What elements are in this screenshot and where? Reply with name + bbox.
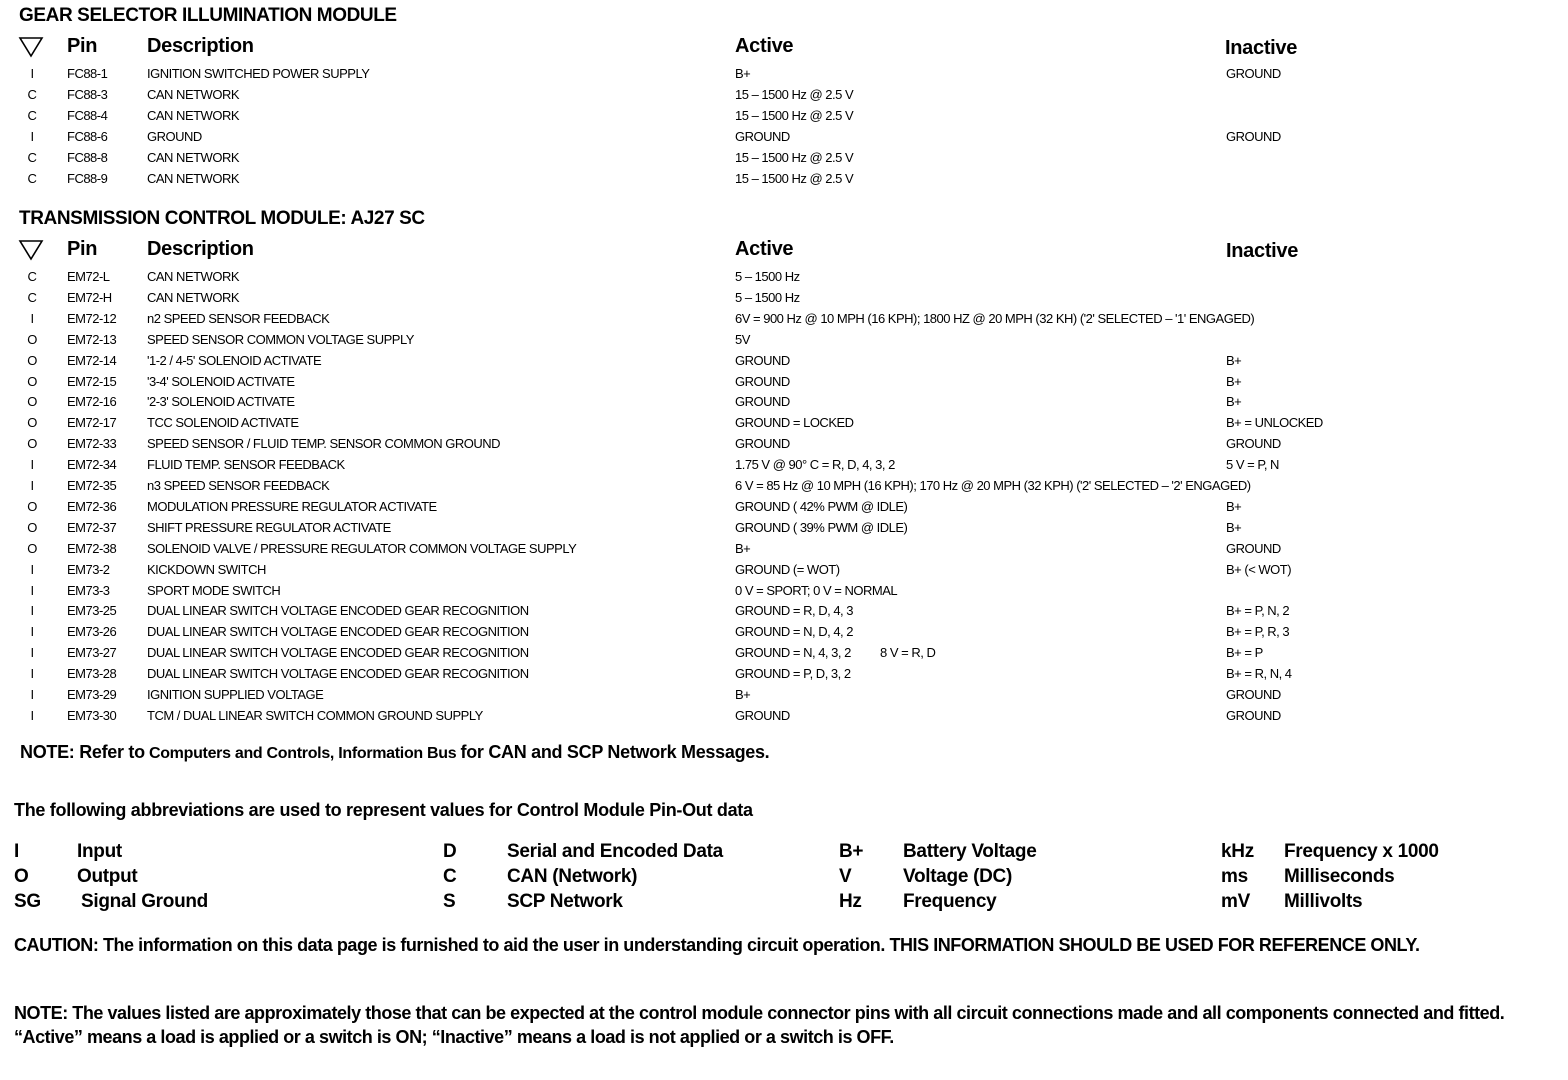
gsim-header-inactive: Inactive (1225, 37, 1298, 59)
table-row (0, 353, 1568, 374)
pin-id: EM73-30 (67, 707, 117, 723)
active-value: GROUND (735, 352, 790, 368)
pin-type: C (27, 108, 37, 123)
active-value: 15 – 1500 Hz @ 2.5 V (735, 108, 854, 123)
tcm-header-pin: Pin (67, 238, 98, 260)
pin-id: EM72-34 (67, 457, 117, 473)
inactive-value: GROUND (1226, 687, 1281, 702)
pin-id: EM73-29 (67, 687, 117, 702)
pin-description: '3-4' SOLENOID ACTIVATE (147, 373, 295, 389)
pin-type: I (30, 129, 34, 144)
inactive-value: B+ (1226, 519, 1242, 535)
pin-description: FLUID TEMP. SENSOR FEEDBACK (147, 457, 345, 473)
inactive-value: B+ = R, N, 4 (1226, 666, 1292, 682)
table-row (0, 457, 1568, 478)
inactive-value: B+ = UNLOCKED (1226, 415, 1323, 431)
pin-description: n2 SPEED SENSOR FEEDBACK (147, 310, 330, 326)
table-row (0, 150, 1568, 171)
gsim-header-active: Active (735, 35, 794, 57)
table-row (0, 374, 1568, 395)
pin-type: O (27, 519, 37, 535)
pin-description: CAN NETWORK (147, 87, 239, 102)
pin-description: n3 SPEED SENSOR FEEDBACK (147, 478, 330, 493)
abbreviation-code: mV (1221, 891, 1250, 912)
pin-id: EM73-27 (67, 645, 117, 661)
abbreviation-code: O (14, 866, 29, 887)
tcm-header-active: Active (735, 238, 794, 260)
active-value-secondary: 8 V = R, D (880, 645, 936, 661)
pin-type: C (27, 150, 37, 165)
pin-type: O (27, 352, 37, 368)
active-value: GROUND = LOCKED (735, 415, 854, 431)
table-row (0, 478, 1568, 499)
active-value: 15 – 1500 Hz @ 2.5 V (735, 150, 854, 165)
pin-id: EM72-L (67, 269, 110, 284)
pin-description: KICKDOWN SWITCH (147, 561, 266, 577)
pin-type: I (30, 310, 34, 326)
pin-id: EM72-17 (67, 415, 117, 431)
triangle-down-icon (18, 36, 44, 58)
pin-id: EM72-37 (67, 519, 117, 535)
active-value: 15 – 1500 Hz @ 2.5 V (735, 171, 854, 186)
table-row (0, 583, 1568, 604)
pin-description: SPEED SENSOR COMMON VOLTAGE SUPPLY (147, 331, 414, 347)
active-value: GROUND ( 39% PWM @ IDLE) (735, 519, 908, 535)
table-row (0, 87, 1568, 108)
pin-type: O (27, 498, 37, 514)
abbreviation-code: I (14, 841, 19, 862)
pin-id: FC88-6 (67, 129, 108, 144)
pin-type: C (27, 171, 37, 186)
pin-description: MODULATION PRESSURE REGULATOR ACTIVATE (147, 498, 437, 514)
active-value: GROUND (= WOT) (735, 561, 840, 577)
inactive-value: B+ (1226, 352, 1242, 368)
abbreviation-code: Hz (839, 891, 862, 912)
abbreviation-meaning: Input (77, 841, 122, 862)
abbreviation-meaning: CAN (Network) (507, 866, 638, 887)
pin-description: CAN NETWORK (147, 171, 239, 186)
pin-id: EM73-25 (67, 603, 117, 619)
table-row (0, 708, 1568, 729)
pin-description: CAN NETWORK (147, 150, 239, 165)
active-value: 5V (735, 331, 750, 347)
pin-description: CAN NETWORK (147, 289, 239, 305)
active-value: 0 V = SPORT; 0 V = NORMAL (735, 582, 898, 598)
pin-type: C (27, 289, 37, 305)
pin-id: EM72-16 (67, 394, 117, 410)
table-row (0, 603, 1568, 624)
pin-id: EM73-28 (67, 666, 117, 682)
gsim-header-description: Description (147, 35, 254, 57)
abbreviations-intro: The following abbreviations are used to represent values for Control Module Pin-Out data (14, 800, 753, 820)
inactive-value: GROUND (1226, 707, 1281, 723)
active-value: GROUND (735, 373, 790, 389)
gsim-header-pin: Pin (67, 35, 98, 57)
pin-id: FC88-1 (67, 66, 108, 81)
pin-id: EM72-15 (67, 373, 117, 389)
table-row (0, 436, 1568, 457)
pin-description: SHIFT PRESSURE REGULATOR ACTIVATE (147, 519, 391, 535)
network-note-reference: Computers and Controls, Information Bus (144, 745, 461, 762)
triangle-down-icon (18, 239, 44, 261)
table-row (0, 66, 1568, 87)
pin-type: I (30, 478, 34, 493)
active-value: B+ (735, 687, 751, 702)
pin-type: O (27, 436, 37, 452)
pin-type: C (27, 87, 37, 102)
abbreviation-code: ms (1221, 866, 1248, 887)
pin-description: IGNITION SWITCHED POWER SUPPLY (147, 66, 370, 81)
pin-description: SPEED SENSOR / FLUID TEMP. SENSOR COMMON GROUND (147, 436, 501, 452)
inactive-value: B+ = P (1226, 645, 1263, 661)
active-value: GROUND (735, 394, 790, 410)
pin-type: I (30, 457, 34, 473)
abbreviation-code: C (443, 866, 457, 887)
abbreviation-meaning: Serial and Encoded Data (507, 841, 723, 862)
pin-type: O (27, 331, 37, 347)
pin-description: DUAL LINEAR SWITCH VOLTAGE ENCODED GEAR RECOGNITION (147, 603, 529, 619)
abbreviation-meaning: Output (77, 866, 138, 887)
abbreviation-meaning: Voltage (DC) (903, 866, 1012, 887)
table-row (0, 394, 1568, 415)
values-note-text: NOTE: The values listed are approximately those that can be expected at the control module connector pins with all circuit connections made and all components connected and fitted. “Active” means a load is applied or a switch is ON; “Inactive” means a load is not applied or a switch is OFF. (14, 1003, 1505, 1047)
pin-id: FC88-9 (67, 171, 108, 186)
table-row (0, 415, 1568, 436)
pin-type: I (30, 645, 34, 661)
abbreviation-meaning: Frequency x 1000 (1284, 841, 1439, 862)
pin-type: I (30, 561, 34, 577)
pin-type: O (27, 540, 37, 556)
table-row (0, 311, 1568, 332)
pin-description: GROUND (147, 129, 202, 144)
inactive-value: GROUND (1226, 66, 1281, 81)
table-row (0, 129, 1568, 150)
abbreviation-meaning: SCP Network (507, 891, 623, 912)
table-row (0, 332, 1568, 353)
table-row (0, 269, 1568, 290)
pin-description: CAN NETWORK (147, 269, 239, 284)
table-row (0, 666, 1568, 687)
abbreviation-meaning: Battery Voltage (903, 841, 1037, 862)
pin-description: '1-2 / 4-5' SOLENOID ACTIVATE (147, 352, 322, 368)
pin-id: EM72-33 (67, 436, 117, 452)
table-row (0, 645, 1568, 666)
inactive-value: 5 V = P, N (1226, 457, 1279, 473)
inactive-value: B+ (1226, 373, 1242, 389)
gsim-title: GEAR SELECTOR ILLUMINATION MODULE (19, 5, 397, 26)
pin-type: I (30, 582, 34, 598)
abbreviation-meaning: Millivolts (1284, 891, 1363, 912)
abbreviation-code: B+ (839, 841, 864, 862)
active-value: 1.75 V @ 90° C = R, D, 4, 3, 2 (735, 457, 895, 473)
active-value: GROUND = N, D, 4, 2 (735, 624, 853, 640)
pin-description: DUAL LINEAR SWITCH VOLTAGE ENCODED GEAR RECOGNITION (147, 624, 529, 640)
network-note-prefix: NOTE: Refer to (20, 742, 145, 762)
caution-text: CAUTION: The information on this data page is furnished to aid the user in understanding circuit operation. THIS INFORMATION SHOULD BE USED FOR REFERENCE ONLY. (14, 935, 1420, 955)
active-value: 5 – 1500 Hz (735, 269, 800, 284)
table-row (0, 624, 1568, 645)
pin-id: EM72-35 (67, 478, 117, 493)
table-row (0, 171, 1568, 192)
table-row (0, 562, 1568, 583)
abbreviation-meaning: Frequency (903, 891, 997, 912)
pin-type: I (30, 666, 34, 682)
active-value: GROUND ( 42% PWM @ IDLE) (735, 498, 908, 514)
pin-id: FC88-8 (67, 150, 108, 165)
active-value: B+ (735, 66, 751, 81)
active-value: 15 – 1500 Hz @ 2.5 V (735, 87, 854, 102)
abbreviation-code: D (443, 841, 457, 862)
active-value: 6 V = 85 Hz @ 10 MPH (16 KPH); 170 Hz @ 20 MPH (32 KPH) ('2' SELECTED – '2' ENGAGED) (735, 478, 1251, 493)
inactive-value: GROUND (1226, 436, 1281, 452)
pin-id: EM72-36 (67, 498, 117, 514)
inactive-value: B+ (1226, 394, 1242, 410)
active-value: 5 – 1500 Hz (735, 289, 800, 305)
inactive-value: B+ (< WOT) (1226, 561, 1292, 577)
inactive-value: B+ = P, R, 3 (1226, 624, 1290, 640)
pin-description: DUAL LINEAR SWITCH VOLTAGE ENCODED GEAR RECOGNITION (147, 645, 529, 661)
tcm-header-description: Description (147, 238, 254, 260)
pin-type: C (27, 269, 37, 284)
network-note (20, 742, 769, 763)
active-value: GROUND (735, 436, 790, 452)
pin-description: TCC SOLENOID ACTIVATE (147, 415, 299, 431)
tcm-title: TRANSMISSION CONTROL MODULE: AJ27 SC (19, 208, 425, 229)
active-value: GROUND = R, D, 4, 3 (735, 603, 853, 619)
pin-id: EM73-26 (67, 624, 117, 640)
pin-description: TCM / DUAL LINEAR SWITCH COMMON GROUND SUPPLY (147, 707, 483, 723)
pin-description: IGNITION SUPPLIED VOLTAGE (147, 687, 324, 702)
pin-id: EM73-2 (67, 561, 110, 577)
abbreviation-code: V (839, 866, 852, 887)
pin-id: EM73-3 (67, 582, 110, 598)
pin-description: CAN NETWORK (147, 108, 239, 123)
active-value: GROUND (735, 707, 790, 723)
pin-description: SPORT MODE SWITCH (147, 582, 281, 598)
pin-id: EM72-12 (67, 310, 117, 326)
pin-description: SOLENOID VALVE / PRESSURE REGULATOR COMMON VOLTAGE SUPPLY (147, 540, 577, 556)
pin-id: FC88-4 (67, 108, 108, 123)
abbreviation-meaning: Milliseconds (1284, 866, 1395, 887)
pin-type: I (30, 707, 34, 723)
active-value: GROUND = N, 4, 3, 2 (735, 645, 851, 661)
inactive-value: GROUND (1226, 129, 1281, 144)
pin-description: DUAL LINEAR SWITCH VOLTAGE ENCODED GEAR RECOGNITION (147, 666, 529, 682)
inactive-value: B+ = P, N, 2 (1226, 603, 1290, 619)
active-value: GROUND = P, D, 3, 2 (735, 666, 851, 682)
table-row (0, 520, 1568, 541)
pin-id: EM72-13 (67, 331, 117, 347)
active-value: GROUND (735, 129, 790, 144)
active-value: B+ (735, 540, 751, 556)
inactive-value: B+ (1226, 498, 1242, 514)
abbreviation-meaning: Signal Ground (81, 891, 208, 912)
table-row (0, 499, 1568, 520)
pin-id: FC88-3 (67, 87, 108, 102)
table-row (0, 290, 1568, 311)
pin-id: EM72-H (67, 289, 112, 305)
network-note-suffix: for CAN and SCP Network Messages. (460, 742, 770, 762)
table-row (0, 108, 1568, 129)
pin-type: O (27, 415, 37, 431)
table-row (0, 541, 1568, 562)
pin-description: '2-3' SOLENOID ACTIVATE (147, 394, 295, 410)
inactive-value: GROUND (1226, 540, 1281, 556)
abbreviation-code: SG (14, 891, 41, 912)
pin-type: I (30, 66, 34, 81)
pin-type: O (27, 394, 37, 410)
pin-id: EM72-14 (67, 352, 117, 368)
pin-id: EM72-38 (67, 540, 117, 556)
abbreviation-code: S (443, 891, 456, 912)
pin-type: O (27, 373, 37, 389)
pin-type: I (30, 687, 34, 702)
pin-type: I (30, 603, 34, 619)
pin-type: I (30, 624, 34, 640)
tcm-header-inactive: Inactive (1226, 240, 1299, 262)
active-value: 6V = 900 Hz @ 10 MPH (16 KPH); 1800 HZ @ 20 MPH (32 KH) ('2' SELECTED – '1' ENGAGED) (735, 310, 1255, 326)
abbreviation-code: kHz (1221, 841, 1254, 862)
table-row (0, 687, 1568, 708)
